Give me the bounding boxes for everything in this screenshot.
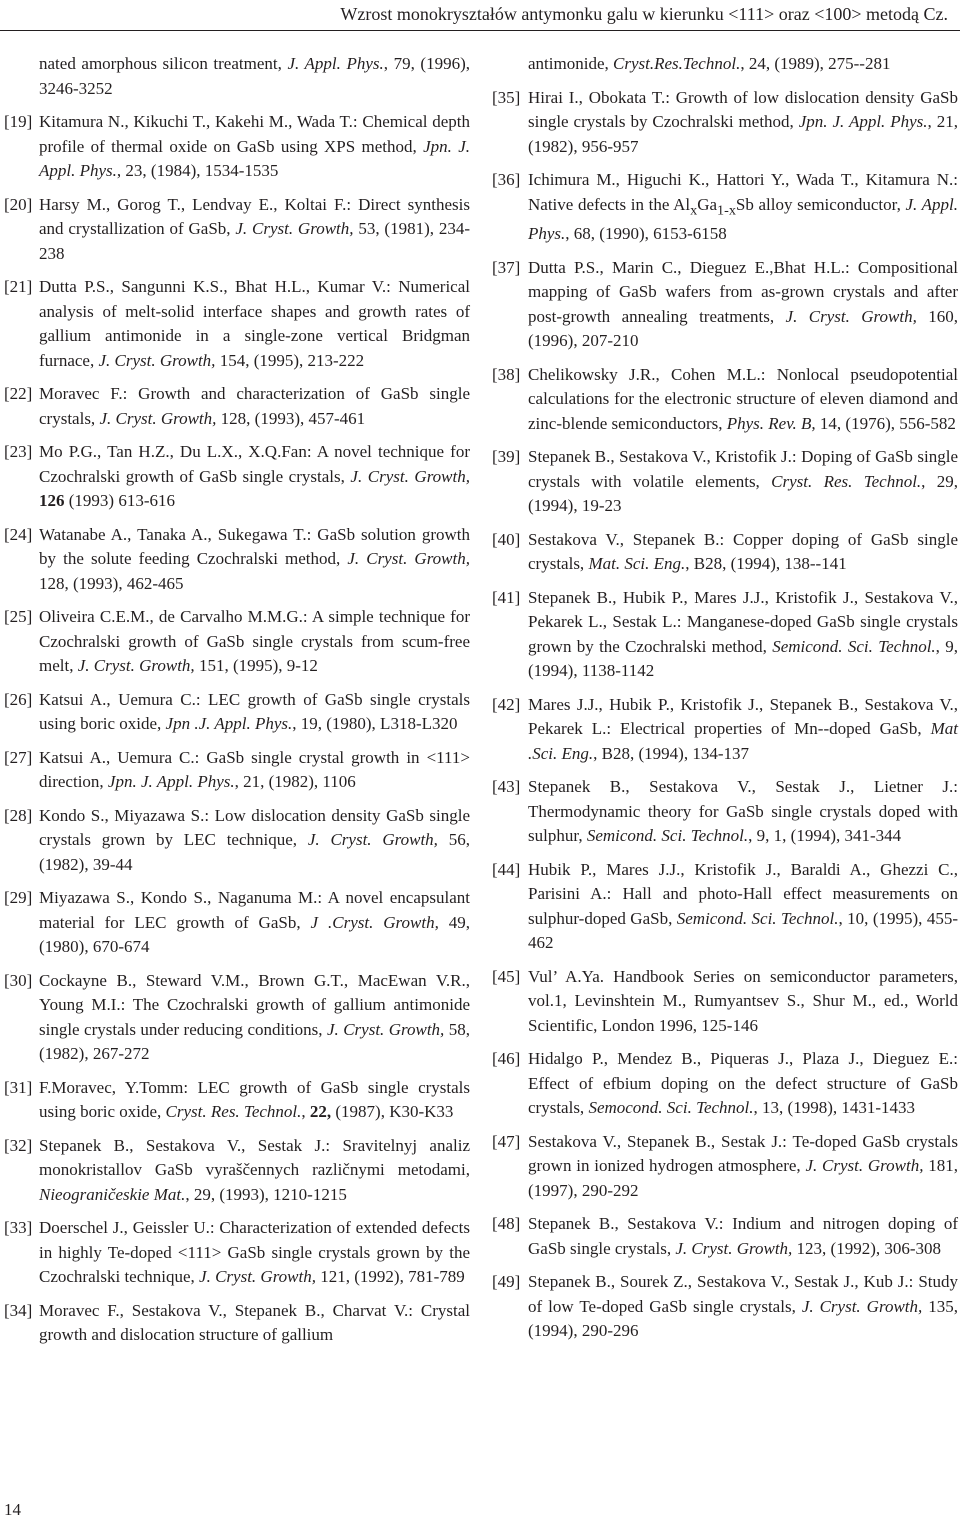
reference-entry xyxy=(492,168,958,247)
ref-text: Sestakova V., Stepanek B., Sestak J.: Te-doped GaSb crystals grown in ionized hydrogen atmosphere, xyxy=(528,1131,958,1176)
ref-text: 121, (1992), 781-789 xyxy=(316,1267,465,1286)
ref-text: Mares J.J., Hubik P., Kristofik J., Stepanek B., Sestakova V., Pekarek L.: Electrical properties of Mn--doped GaSb, xyxy=(528,694,958,739)
ref-number: [20] xyxy=(4,194,33,214)
ref-journal: J .Cryst. Growth, xyxy=(310,912,439,932)
ref-journal: Cryst. Res. Technol. xyxy=(771,471,922,491)
ref-text: Moravec F., Sestakova V., Stepanek B., Charvat V.: Crystal growth and dislocation structure of gallium xyxy=(39,1300,470,1344)
ref-text: , 13, (1998), 1431-1433 xyxy=(753,1098,916,1118)
reference-entry xyxy=(492,693,958,767)
ref-journal: Mat. Sci. Eng. xyxy=(588,554,686,574)
ref-journal: J. Cryst. Growth, xyxy=(98,350,216,370)
ref-number: [26] xyxy=(4,689,33,709)
ref-text: , 23, (1984), 1534-1535 xyxy=(116,161,279,180)
ref-number: [31] xyxy=(4,1077,33,1097)
ref-text: 135, (1994), 290-296 xyxy=(528,1296,958,1341)
reference-entry xyxy=(492,256,958,354)
ref-journal: Semocond. Sci. Technol. xyxy=(588,1098,754,1118)
ref-text: Kondo S., Miyazawa S.: Low dislocation density GaSb single crystals grown by LEC technique, xyxy=(39,805,470,849)
ref-text: , 29, (1993), 1210-1215 xyxy=(185,1184,347,1204)
reference-entry xyxy=(4,275,470,373)
reference-entry xyxy=(4,605,470,679)
ref-number: [38] xyxy=(492,364,521,384)
reference-entry xyxy=(4,886,470,960)
ref-text: , 21, (1982), 956-957 xyxy=(528,112,958,156)
ref-journal: Nieograničeskie Mat. xyxy=(39,1184,186,1204)
ref-text: Kitamura N., Kikuchi T., Kakehi M., Wada T.: Chemical depth profile of thermal oxide on GaSb using XPS method, xyxy=(39,112,470,156)
ref-journal: J. Cryst. Growth, xyxy=(326,1019,445,1039)
reference-entry xyxy=(492,775,958,849)
ref-text: Chelikowsky J.R., Cohen M.L.: Nonlocal pseudopotential calculations for the electronic structure of eleven diamond and zinc-blende semiconductors, xyxy=(528,364,958,433)
ref-text: 151, (1995), 9-12 xyxy=(194,656,318,675)
ref-number: [44] xyxy=(492,859,521,879)
reference-continuation xyxy=(492,52,958,77)
ref-text: Stepanek B., Sourek Z., Sestakova V., Sestak J., Kub J.: Study of low Te-doped GaSb single crystals, xyxy=(528,1272,958,1316)
reference-entry xyxy=(492,445,958,519)
ref-journal: J. Cryst. Growth, xyxy=(99,408,217,428)
ref-number: [23] xyxy=(4,442,33,461)
ref-text: Dutta P.S., Marin C., Dieguez E.,Bhat H.L.: Compositional mapping of GaSb wafers from as-grown crystals and after post-growth annealing treatments, xyxy=(528,257,958,326)
ref-journal: Phys. Rev. B, xyxy=(726,413,816,433)
ref-text: Moravec F.: Growth and characterization of GaSb single crystals, xyxy=(39,384,470,428)
ref-text: Stepanek B., Sestakova V., Kristofik J.: Doping of GaSb single crystals with volatile elements, xyxy=(528,447,958,491)
ref-text: 58, (1982), 267-272 xyxy=(39,1019,470,1063)
reference-entry xyxy=(4,1299,470,1348)
ref-text: Stepanek B., Sestakova V., Sestak J.: Sravitelnyj analiz monokristallov GaSb vyraščennych različnymi metodami, xyxy=(39,1135,470,1179)
ref-journal: Jpn. J. Appl. Phys. xyxy=(107,772,235,791)
ref-text: 128, (1993), 462-465 xyxy=(39,573,184,593)
ref-journal: J. Appl. Phys. xyxy=(528,194,958,244)
ref-number: [22] xyxy=(4,384,33,403)
ref-journal: Mat .Sci. Eng. xyxy=(528,719,958,763)
ref-text: Mo P.G., Tan H.Z., Du L.X., X.Q.Fan: A novel technique for Czochralski growth of GaSb single crystals, xyxy=(39,442,470,486)
page-number: 14 xyxy=(4,1500,21,1519)
reference-entry xyxy=(4,523,470,597)
ref-volume: 22, xyxy=(309,1102,332,1121)
reference-column-left xyxy=(4,52,470,1357)
ref-text: 53, (1981), 234-238 xyxy=(39,219,471,263)
ref-journal: J. Cryst. Growth, xyxy=(801,1296,923,1316)
ref-journal: Semicond. Sci. Technol. xyxy=(586,826,749,846)
ref-number: [19] xyxy=(4,112,33,131)
running-header xyxy=(0,0,960,31)
ref-journal: Jpn. J. Appl. Phys. xyxy=(39,136,470,180)
ref-text: Hidalgo P., Mendez B., Piqueras J., Plaza J., Dieguez E.: Effect of efbium doping on the defect structure of GaSb crystals, xyxy=(528,1049,958,1118)
ref-number: [47] xyxy=(492,1131,521,1151)
ref-journal: Semicond. Sci. Technol. xyxy=(676,908,839,928)
ref-text: Stepanek B., Hubik P., Mares J.J., Kristofik J., Sestakova V., Pekarek L., Sestak L.: Manganese-doped GaSb single crystals grown by the Czochralski method, xyxy=(528,587,958,656)
ref-number: [29] xyxy=(4,888,33,907)
ref-text: , 68, (1990), 6153-6158 xyxy=(565,224,727,244)
ref-journal: J. Cryst. Growth, xyxy=(350,466,470,486)
ref-journal: J. Cryst. Growth, xyxy=(805,1156,924,1176)
ref-text: (1993) 613-616 xyxy=(64,491,175,510)
ref-journal: J. Cryst. Growth, xyxy=(307,830,438,849)
ref-text: Ichimura M., Higuchi K., Hattori Y., Wada T., Kitamura N.: Native defects in the Al xyxy=(528,170,958,214)
ref-journal: J. Cryst. Growth, xyxy=(347,549,470,568)
ref-text: Miyazawa S., Kondo S., Naganuma M.: A novel encapsulant material for LEC growth of GaSb, xyxy=(39,888,470,932)
ref-text: Harsy M., Gorog T., Lendvay E., Koltai F.: Direct synthesis and crystallization of GaSb, xyxy=(39,194,470,238)
reference-continuation xyxy=(4,52,470,101)
ref-text: , 9, 1, (1994), 341-344 xyxy=(748,826,902,846)
reference-entry xyxy=(492,363,958,437)
ref-text: Ga xyxy=(697,194,718,214)
ref-text: 123, (1992), 306-308 xyxy=(792,1238,942,1258)
ref-text: 181, (1997), 290-292 xyxy=(528,1156,959,1200)
ref-number: [48] xyxy=(492,1214,521,1234)
reference-entry xyxy=(4,804,470,878)
ref-text: Katsui A., Uemura C.: LEC growth of GaSb single crystals using boric oxide, xyxy=(39,689,470,733)
ref-journal: J. Cryst. Growth, xyxy=(675,1238,793,1258)
ref-text: , 19, (1980), L318-L320 xyxy=(292,714,458,733)
reference-entry xyxy=(4,969,470,1067)
ref-text: Oliveira C.E.M., de Carvalho M.M.G.: A simple technique for Czochralski growth of GaSb single crystals from scum-free melt, xyxy=(39,607,470,675)
ref-text: , 21, (1982), 1106 xyxy=(234,772,356,791)
reference-column-right xyxy=(492,52,958,1353)
ref-journal: Cryst.Res.Technol. xyxy=(612,54,741,73)
ref-journal: Cryst. Res. Technol. xyxy=(165,1102,302,1121)
ref-subscript: 1-x xyxy=(717,201,736,218)
ref-text: F.Moravec, Y.Tomm: LEC growth of GaSb single crystals using boric oxide, xyxy=(39,1077,470,1121)
ref-text: Stepanek B., Sestakova V., Sestak J., Lietner J.: Thermodynamic theory for GaSb single crystals doped with sulphur, xyxy=(528,777,958,846)
ref-number: [21] xyxy=(4,277,33,296)
ref-text: , B28, (1994), 134-137 xyxy=(593,743,749,763)
ref-text: Hirai I., Obokata T.: Growth of low dislocation density GaSb single crystals by Czochralski method, xyxy=(528,87,958,131)
ref-journal: Semicond. Sci. Technol. xyxy=(772,636,936,656)
ref-number: [37] xyxy=(492,257,521,277)
ref-volume: 126 xyxy=(39,491,65,510)
ref-number: [30] xyxy=(4,970,33,990)
ref-text: 14, (1976), 556-582 xyxy=(815,413,956,433)
ref-text: Doerschel J., Geissler U.: Characterization of extended defects in highly Te-doped <111> GaSb single crystals grown by the Czochralski technique, xyxy=(39,1218,470,1286)
ref-text: Vul’ A.Ya. Handbook Series on semiconductor parameters, vol.1, Levinshtein M., Rumyantsev S., Shur M., ed., World Scientific, London 1996, 125-146 xyxy=(528,966,958,1035)
reference-entry xyxy=(4,1076,470,1125)
reference-entry xyxy=(492,1270,958,1344)
ref-text: Cockayne B., Steward V.M., Brown G.T., MacEwan V.R., Young M.I.: The Czochralski growth of gallium antimonide single crystals under reducing conditions, xyxy=(39,970,470,1039)
reference-entry xyxy=(4,1216,470,1290)
reference-entry xyxy=(4,382,470,431)
ref-text: , 10, (1995), 455-462 xyxy=(528,908,958,953)
reference-entry xyxy=(4,110,470,184)
ref-number: [46] xyxy=(492,1049,521,1069)
ref-text: , 24, (1989), 275--281 xyxy=(740,54,891,73)
ref-text: , 29, (1994), 19-23 xyxy=(528,471,959,516)
reference-entry xyxy=(492,1212,958,1261)
ref-number: [28] xyxy=(4,805,33,825)
ref-text: 128, (1993), 457-461 xyxy=(216,408,366,428)
ref-text: Dutta P.S., Sangunni K.S., Bhat H.L., Kumar V.: Numerical analysis of melt-solid interface shapes and growth rates of gallium antimonide in a single-zone vertical Bridgman furnace, xyxy=(39,277,470,370)
ref-text: , 79, (1996), 3246-3252 xyxy=(39,54,470,98)
ref-text: 49, (1980), 670-674 xyxy=(39,912,471,956)
ref-subscript: x xyxy=(690,201,698,218)
ref-text: 154, (1995), 213-222 xyxy=(215,350,365,370)
ref-text: Sestakova V., Stepanek B.: Copper doping of GaSb single crystals, xyxy=(528,529,958,574)
ref-number: [49] xyxy=(492,1272,521,1292)
ref-text: Hubik P., Mares J.J., Kristofik J., Baraldi A., Ghezzi C., Parisini A.: Hall and photo-Hall effect measurements on sulphur-doped GaSb, xyxy=(528,859,958,928)
ref-number: [42] xyxy=(492,694,521,714)
ref-number: [32] xyxy=(4,1135,33,1155)
ref-number: [45] xyxy=(492,966,521,986)
ref-number: [25] xyxy=(4,607,33,626)
reference-entry xyxy=(492,586,958,684)
ref-journal: J. Appl. Phys. xyxy=(287,54,384,73)
ref-journal: J. Cryst. Growth, xyxy=(77,656,195,675)
ref-number: [39] xyxy=(492,447,521,467)
reference-entry xyxy=(492,1130,958,1204)
ref-journal: Jpn. J. Appl. Phys. xyxy=(798,112,928,131)
ref-number: [24] xyxy=(4,524,33,544)
ref-text: , 9, (1994), 1138-1142 xyxy=(528,636,958,681)
ref-number: [27] xyxy=(4,747,33,767)
ref-text: nated amorphous silicon treatment, xyxy=(39,54,288,73)
reference-entry xyxy=(492,528,958,577)
ref-number: [33] xyxy=(4,1218,33,1237)
ref-text: antimonide, xyxy=(528,54,613,73)
reference-entry xyxy=(4,440,470,514)
ref-number: [35] xyxy=(492,87,521,107)
ref-text: , xyxy=(301,1102,310,1121)
ref-number: [43] xyxy=(492,777,521,797)
reference-entry xyxy=(492,86,958,160)
reference-entry xyxy=(492,858,958,956)
ref-journal: Jpn .J. Appl. Phys. xyxy=(165,714,293,733)
ref-text: 160, (1996), 207-210 xyxy=(528,306,958,351)
reference-entry xyxy=(492,1047,958,1121)
ref-number: [41] xyxy=(492,587,521,607)
reference-entry xyxy=(4,688,470,737)
ref-text: 56, (1982), 39-44 xyxy=(39,830,470,874)
ref-number: [34] xyxy=(4,1300,33,1320)
reference-entry xyxy=(4,193,470,267)
ref-journal: J. Cryst. Growth, xyxy=(199,1267,316,1286)
ref-text: Sb alloy semiconductor, xyxy=(735,194,906,214)
reference-entry xyxy=(4,1134,470,1208)
ref-number: [36] xyxy=(492,170,521,189)
ref-text: Watanabe A., Tanaka A., Sukegawa T.: GaSb solution growth by the solute feeding Czochralski method, xyxy=(39,524,470,568)
reference-entry xyxy=(492,965,958,1039)
ref-text: Stepanek B., Sestakova V.: Indium and nitrogen doping of GaSb single crystals, xyxy=(528,1214,958,1258)
ref-number: [40] xyxy=(492,529,521,549)
ref-text: (1987), K30-K33 xyxy=(331,1102,454,1121)
ref-text: Katsui A., Uemura C.: GaSb single crystal growth in <111> direction, xyxy=(39,747,470,791)
ref-journal: J. Cryst. Growth, xyxy=(785,306,917,326)
ref-text: , B28, (1994), 138--141 xyxy=(685,554,847,574)
ref-journal: J. Cryst. Growth, xyxy=(235,219,354,238)
running-title: Wzrost monokryształów antymonku galu w kierunku <111> oraz <100> metodą Cz. xyxy=(340,4,948,24)
reference-entry xyxy=(4,746,470,795)
